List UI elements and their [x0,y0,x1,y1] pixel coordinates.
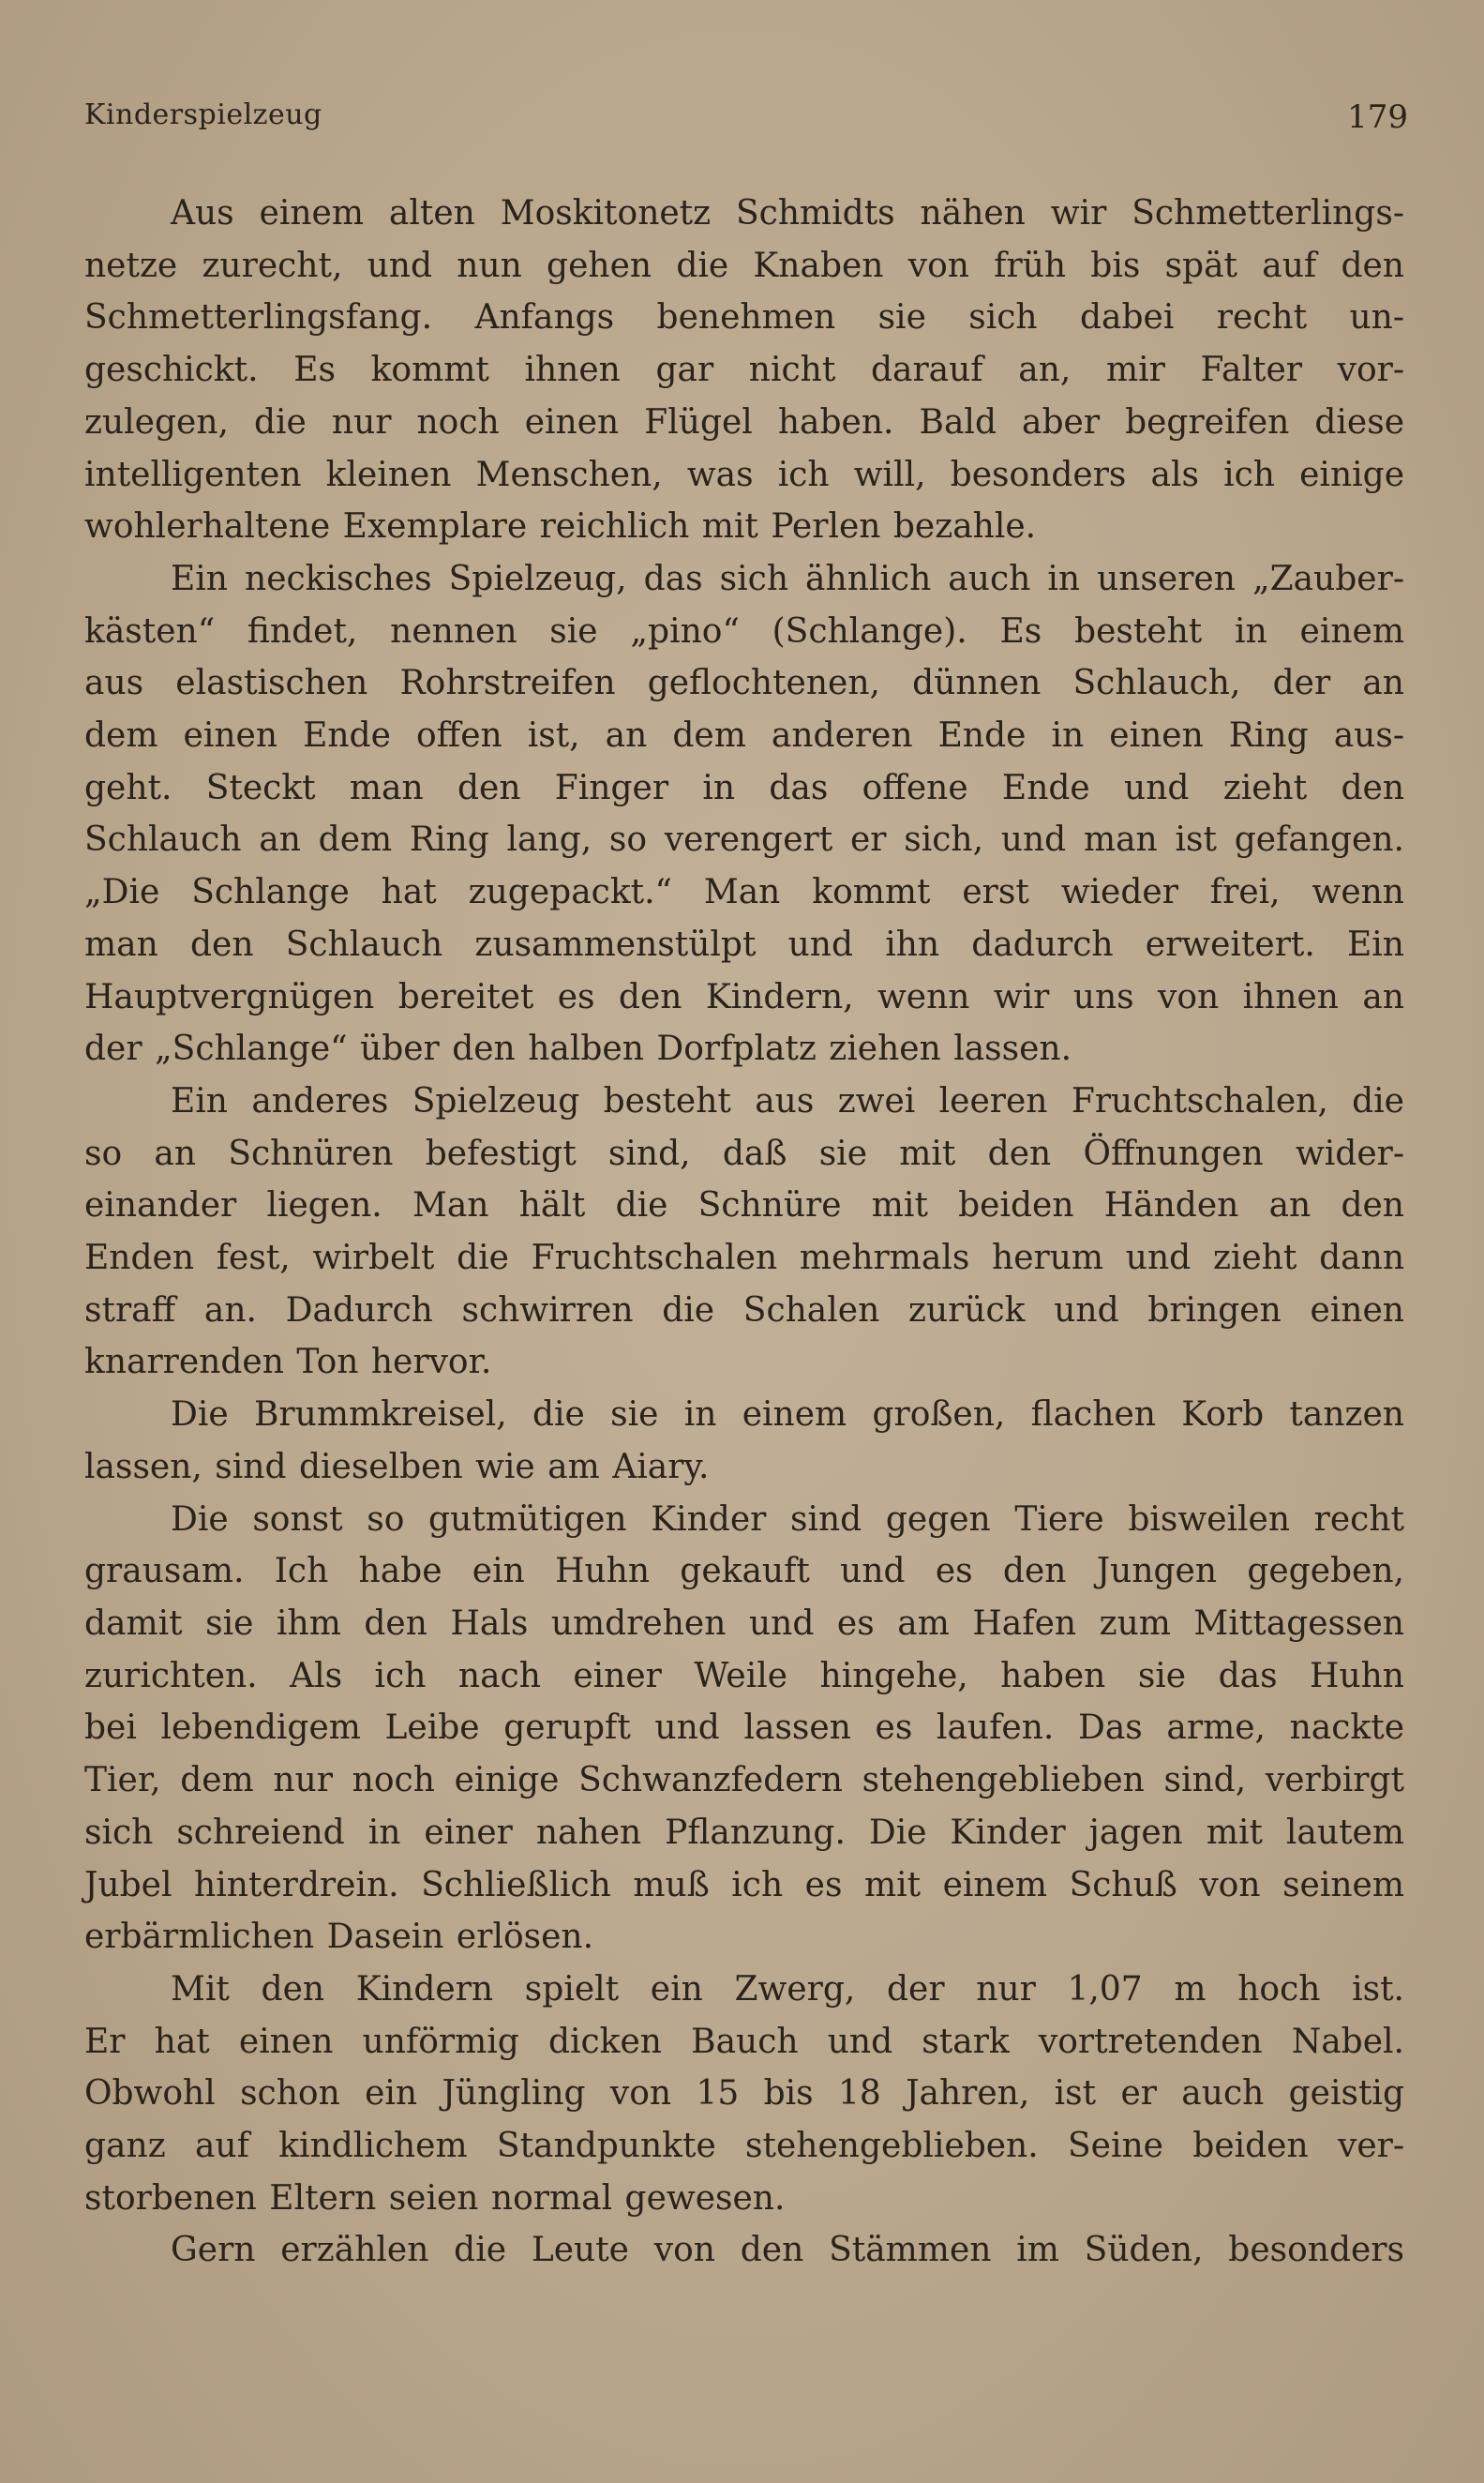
text-line: storbenen Eltern seien normal gewesen. [84,2178,786,2218]
page-number: 179 [1347,98,1408,136]
text-line: man den Schlauch zusammenstülpt und ihn dadurch erweitert. Ein [84,925,1404,964]
paragraph [84,1494,1404,1964]
text-line: kästen“ findet, nennen sie „pino“ (Schlange). Es besteht in einem [84,611,1404,651]
text-line: „Die Schlange hat zugepackt.“ Man kommt erst wieder frei, wenn [84,873,1404,912]
text-line: geschickt. Es kommt ihnen gar nicht darauf an, mir Falter vor- [84,351,1404,390]
text-line: Hauptvergnügen bereitet es den Kindern, wenn wir uns von ihnen an [84,977,1404,1016]
text-line: Gern erzählen die Leute von den Stämmen im Süden, besonders [171,2231,1404,2270]
text-line: dem einen Ende offen ist, an dem anderen Ende in einen Ring aus- [84,716,1404,756]
paragraph [84,1076,1404,1389]
text-line: der „Schlange“ über den halben Dorfplatz ziehen lassen. [84,1030,1072,1069]
text-line: Ein neckisches Spielzeug, das sich ähnlich auch in unseren „Zauber- [171,559,1404,598]
text-line: zulegen, die nur noch einen Flügel haben. Bald aber begreifen diese [84,402,1404,442]
text-line: einander liegen. Man hält die Schnüre mit beiden Händen an den [84,1186,1404,1226]
book-page [84,94,1408,2270]
text-line: intelligenten kleinen Menschen, was ich will, besonders als ich einige [84,455,1404,494]
text-line: Schmetterlingsfang. Anfangs benehmen sie sich dabei recht un- [84,298,1404,338]
text-line: wohlerhaltene Exemplare reichlich mit Perlen bezahle. [84,507,1037,547]
text-line: knarrenden Ton hervor. [84,1343,492,1382]
text-line: Aus einem alten Moskitonetz Schmidts nähen wir Schmetterlings- [171,194,1404,233]
text-line: grausam. Ich habe ein Huhn gekauft und es den Jungen gegeben, [84,1552,1404,1591]
paragraph [84,1964,1404,2225]
text-line: straff an. Dadurch schwirren die Schalen zurück und bringen einen [84,1290,1404,1330]
text-line: Obwohl schon ein Jüngling von 15 bis 18 Jahren, ist er auch geistig [84,2074,1404,2114]
text-line: sich schreiend in einer nahen Pflanzung. Die Kinder jagen mit lautem [84,1813,1404,1852]
text-line: Jubel hinterdrein. Schließlich muß ich es mit einem Schuß von seinem [84,1865,1404,1904]
text-line: damit sie ihm den Hals umdrehen und es am Hafen zum Mittagessen [84,1603,1404,1643]
text-line: aus elastischen Rohrstreifen geflochtenen, dünnen Schlauch, der an [84,664,1404,703]
text-line: Er hat einen unförmig dicken Bauch und stark vortretenden Nabel. [84,2022,1404,2061]
text-line: geht. Steckt man den Finger in das offene Ende und zieht den [84,768,1404,807]
running-title: Kinderspielzeug [84,98,322,131]
text-line: erbärmlichen Dasein erlösen. [84,1918,594,1957]
text-line: ganz auf kindlichem Standpunkte stehengeblieben. Seine beiden ver- [84,2127,1404,2166]
running-header [84,94,1408,150]
text-line: Mit den Kindern spielt ein Zwerg, der nur 1,07 m hoch ist. [171,1969,1404,2009]
paragraph [84,553,1404,1076]
text-line: zurichten. Als ich nach einer Weile hingehe, haben sie das Huhn [84,1656,1404,1695]
text-line: Schlauch an dem Ring lang, so verengert er sich, und man ist gefangen. [84,820,1404,860]
text-line: Die sonst so gutmütigen Kinder sind gegen Tiere bisweilen recht [171,1499,1404,1539]
text-line: so an Schnüren befestigt sind, daß sie mit den Öffnungen wider- [84,1134,1404,1173]
text-line: Die Brummkreisel, die sie in einem großen, flachen Korb tanzen [171,1395,1404,1435]
paragraph [84,2224,1404,2277]
text-line: lassen, sind dieselben wie am Aiary. [84,1447,710,1486]
text-line: bei lebendigem Leibe gerupft und lassen es laufen. Das arme, nackte [84,1708,1404,1748]
text-line: Ein anderes Spielzeug besteht aus zwei leeren Fruchtschalen, die [171,1081,1404,1121]
text-line: Tier, dem nur noch einige Schwanzfedern stehengeblieben sind, verbirgt [84,1761,1404,1800]
paragraph [84,188,1404,553]
paragraph [84,1389,1404,1493]
body-text [84,188,1404,2277]
text-line: netze zurecht, und nun gehen die Knaben von früh bis spät auf den [84,246,1404,285]
text-line: Enden fest, wirbelt die Fruchtschalen mehrmals herum und zieht dann [84,1239,1404,1278]
